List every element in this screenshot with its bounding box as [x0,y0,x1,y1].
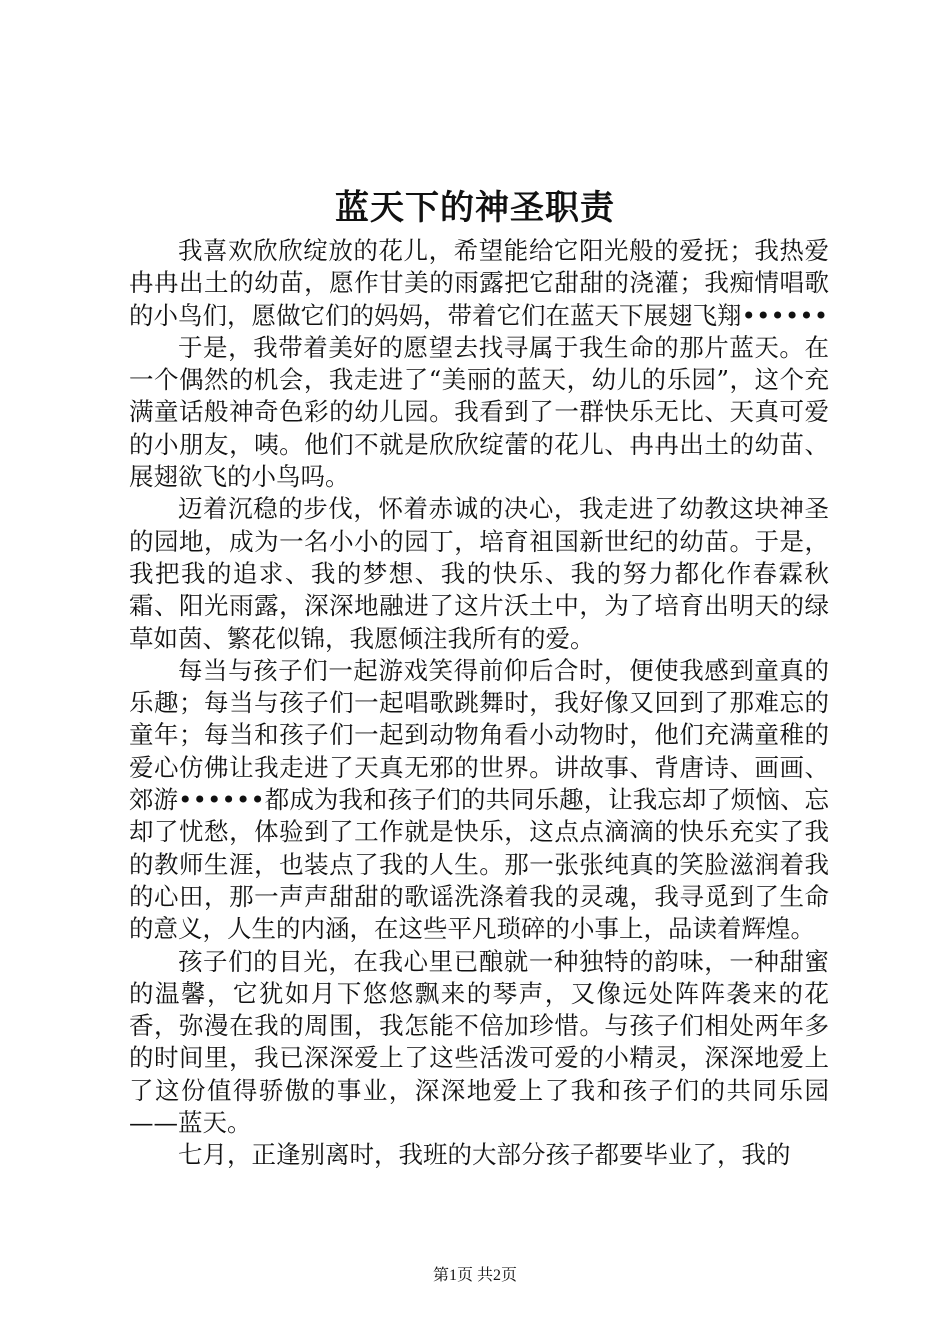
paragraph: 于是，我带着美好的愿望去找寻属于我生命的那片蓝天。在一个偶然的机会，我走进了“美丽的蓝天，幼儿的乐园”，这个充满童话般神奇色彩的幼儿园。我看到了一群快乐无比、天真可爱的小朋友，咦。他们不就是欣欣绽蕾的花儿、冉冉出土的幼苗、展翅欲飞的小鸟吗。 [129,332,829,492]
paragraph: 我喜欢欣欣绽放的花儿，希望能给它阳光般的爱抚；我热爱冉冉出土的幼苗，愿作甘美的雨露把它甜甜的浇灌；我痴情唱歌的小鸟们，愿做它们的妈妈，带着它们在蓝天下展翅飞翔•••••• [129,236,829,330]
paragraph: 迈着沉稳的步伐，怀着赤诚的决心，我走进了幼教这块神圣的园地，成为一名小小的园丁，培育祖国新世纪的幼苗。于是，我把我的追求、我的梦想、我的快乐、我的努力都化作春霖秋霜、阳光雨露，深深地融进了这片沃土中，为了培育出明天的绿草如茵、繁花似锦，我愿倾注我所有的爱。 [129,494,829,653]
paragraph: 孩子们的目光，在我心里已酿就一种独特的韵味，一种甜蜜的温馨，它犹如月下悠悠飘来的琴声，又像远处阵阵袭来的花香，弥漫在我的周围，我怎能不倍加珍惜。与孩子们相处两年多的时间里，我已深深爱上了这些活泼可爱的小精灵，深深地爱上了这份值得骄傲的事业，深深地爱上了我和孩子们的共同乐园——蓝天。 [129,946,829,1138]
document-body [129,235,829,1172]
paragraph: 每当与孩子们一起游戏笑得前仰后合时，便使我感到童真的乐趣；每当与孩子们一起唱歌跳舞时，我好像又回到了那难忘的童年；每当和孩子们一起到动物角看小动物时，他们充满童稚的爱心仿佛让我走进了天真无邪的世界。讲故事、背唐诗、画画、郊游••••••都成为我和孩子们的共同乐趣，让我忘却了烦恼、忘却了忧愁，体验到了工作就是快乐，这点点滴滴的快乐充实了我的教师生涯，也装点了我的人生。那一张张纯真的笑脸滋润着我的心田，那一声声甜甜的歌谣洗涤着我的灵魂，我寻觅到了生命的意义，人生的内涵，在这些平凡琐碎的小事上，品读着辉煌。 [129,655,829,944]
document-title: 蓝天下的神圣职责 [335,188,615,228]
page-number-footer: 第1页 共2页 [432,1267,517,1284]
paragraph: 七月，正逢别离时，我班的大部分孩子都要毕业了，我的 [178,1140,791,1170]
